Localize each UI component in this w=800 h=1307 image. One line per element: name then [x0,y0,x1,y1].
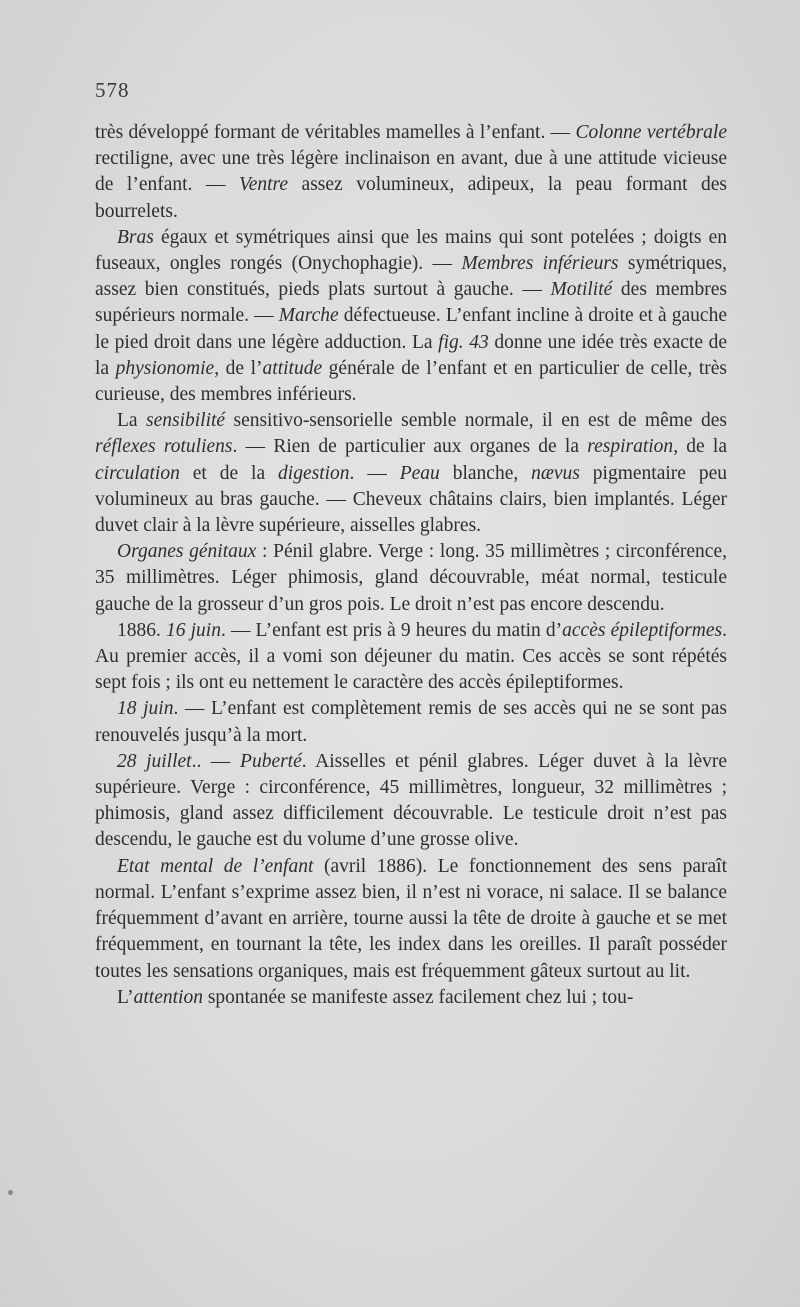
text-run: La [117,410,146,432]
text-run: pigmentaire peu volumineux au bras gauche. — Cheveux châtains clairs, bien implantés. Léger duvet clair à la lèvre supérieure, aisselles glabres. [95,462,727,537]
text-run: L’ [117,986,134,1008]
italic-term: Ventre [238,174,289,196]
text-run: , de la [673,436,728,458]
text-run: donne une idée très exacte de la [95,331,728,379]
text-run: très développé formant de véritables mamelles à l’enfant. — [95,122,576,143]
body-text [95,120,727,1011]
text-run: (avril 1886). Le fonctionnement des sens paraît normal. L’enfant s’exprime assez bien, il n’est ni vorace, ni salace. Il se balance fréquemment d’avant en arrière, tourne aussi la tête de droite à gauche et se met fréquemment, en tournant la tête, les index dans les oreilles. Il paraît posséder toutes les sensations organiques, mais est fréquemment gâteux surtout au lit. [95,855,727,982]
text-run: sensitivo-sensorielle semble normale, il en est de même des [225,410,727,432]
paragraph [95,539,727,618]
paragraph [95,985,727,1011]
text-run: 1886. [117,619,166,641]
text-run: . Aisselles et pénil glabres. Léger duvet à la lèvre supérieure. Verge : circonférence, 45 millimètres, longueur, 32 millimètres ; phimosis, gland assez difficilement découvrable. Le testicule droit n’est pas descendu, le gauche est du volume d’une grosse olive. [95,750,728,851]
italic-term: Motilité [550,279,613,301]
italic-term: attention [133,986,203,1008]
text-run: spontanée se manifeste assez facilement chez lui ; tou- [202,986,634,1008]
text-run: assez volumineux, adipeux, la peau formant des bourrelets. [95,174,727,222]
italic-term: sensibilité [145,410,226,432]
italic-term: fig. 43 [438,331,489,353]
text-run: . — L’enfant est pris à 9 heures du matin d’ [220,619,563,641]
italic-term: Organes génitaux [117,541,257,563]
text-run: et de la [179,462,279,484]
italic-term: Marche [278,305,339,327]
italic-term: Colonne vertébrale [575,122,727,143]
text-run: symétriques, assez bien constitués, pieds plats surtout à gauche. — [95,253,727,301]
italic-term: Membres inférieurs [461,253,619,275]
text-run: égaux et symétriques ainsi que les mains qui sont potelées ; doigts en fuseaux, ongles rongés (Onychophagie). — [95,226,727,275]
text-run: des membres supérieurs normale. — [95,279,728,327]
text-run: . — Rien de particulier aux organes de la [232,436,588,458]
text-run: . Au premier accès, il a vomi son déjeuner du matin. Ces accès se sont répétés sept fois ; ils ont eu nettement le caractère des accès épileptiformes. [95,619,728,694]
italic-term: 18 juin [117,698,174,720]
italic-term: digestion [278,462,350,484]
italic-term: 28 juillet [117,750,192,772]
paragraph [95,225,727,408]
italic-term: 16 juin [166,619,221,641]
paper-speck [8,1190,13,1195]
paragraph [95,408,727,539]
text-run: . — [349,462,400,484]
paragraph [95,696,727,748]
page-number: 578 [95,78,130,102]
italic-term: réflexes rotuliens [95,436,233,458]
text-run: générale de l’enfant et en particulier de celle, très curieuse, des membres inférieurs. [95,357,728,406]
paragraph [95,854,727,985]
paragraph [95,749,727,854]
text-run: . — L’enfant est complètement remis de ses accès qui ne se sont pas renouvelés jusqu’à la mort. [95,698,727,746]
text-run: : Pénil glabre. Verge : long. 35 millimètres ; circonférence, 35 millimètres. Léger phimosis, gland découvrable, méat normal, testicule gauche de la grosseur d’un gros pois. Le droit n’est pas encore descendu. [95,541,727,615]
text-run: blanche, [439,462,532,484]
text-run: .. — [191,750,241,772]
italic-term: nævus [531,462,580,484]
italic-term: respiration [587,436,674,458]
italic-term: Bras [117,226,154,248]
italic-term: Peau [399,462,440,484]
italic-term: attitude [262,357,323,379]
italic-term: accès épileptiformes [562,619,723,641]
paragraph [95,120,727,225]
italic-term: Etat mental de l’enfant [117,855,314,877]
paragraph [95,618,727,697]
italic-term: circulation [95,462,180,484]
text-run: , de l’ [214,357,263,379]
italic-term: physionomie [115,357,215,379]
text-run: rectiligne, avec une très légère inclinaison en avant, due à une attitude vicieuse de l’enfant. — [95,148,727,196]
text-run: défectueuse. L’enfant incline à droite et à gauche le pied droit dans une légère adduction. La [95,305,727,353]
italic-term: Puberté [240,750,302,772]
